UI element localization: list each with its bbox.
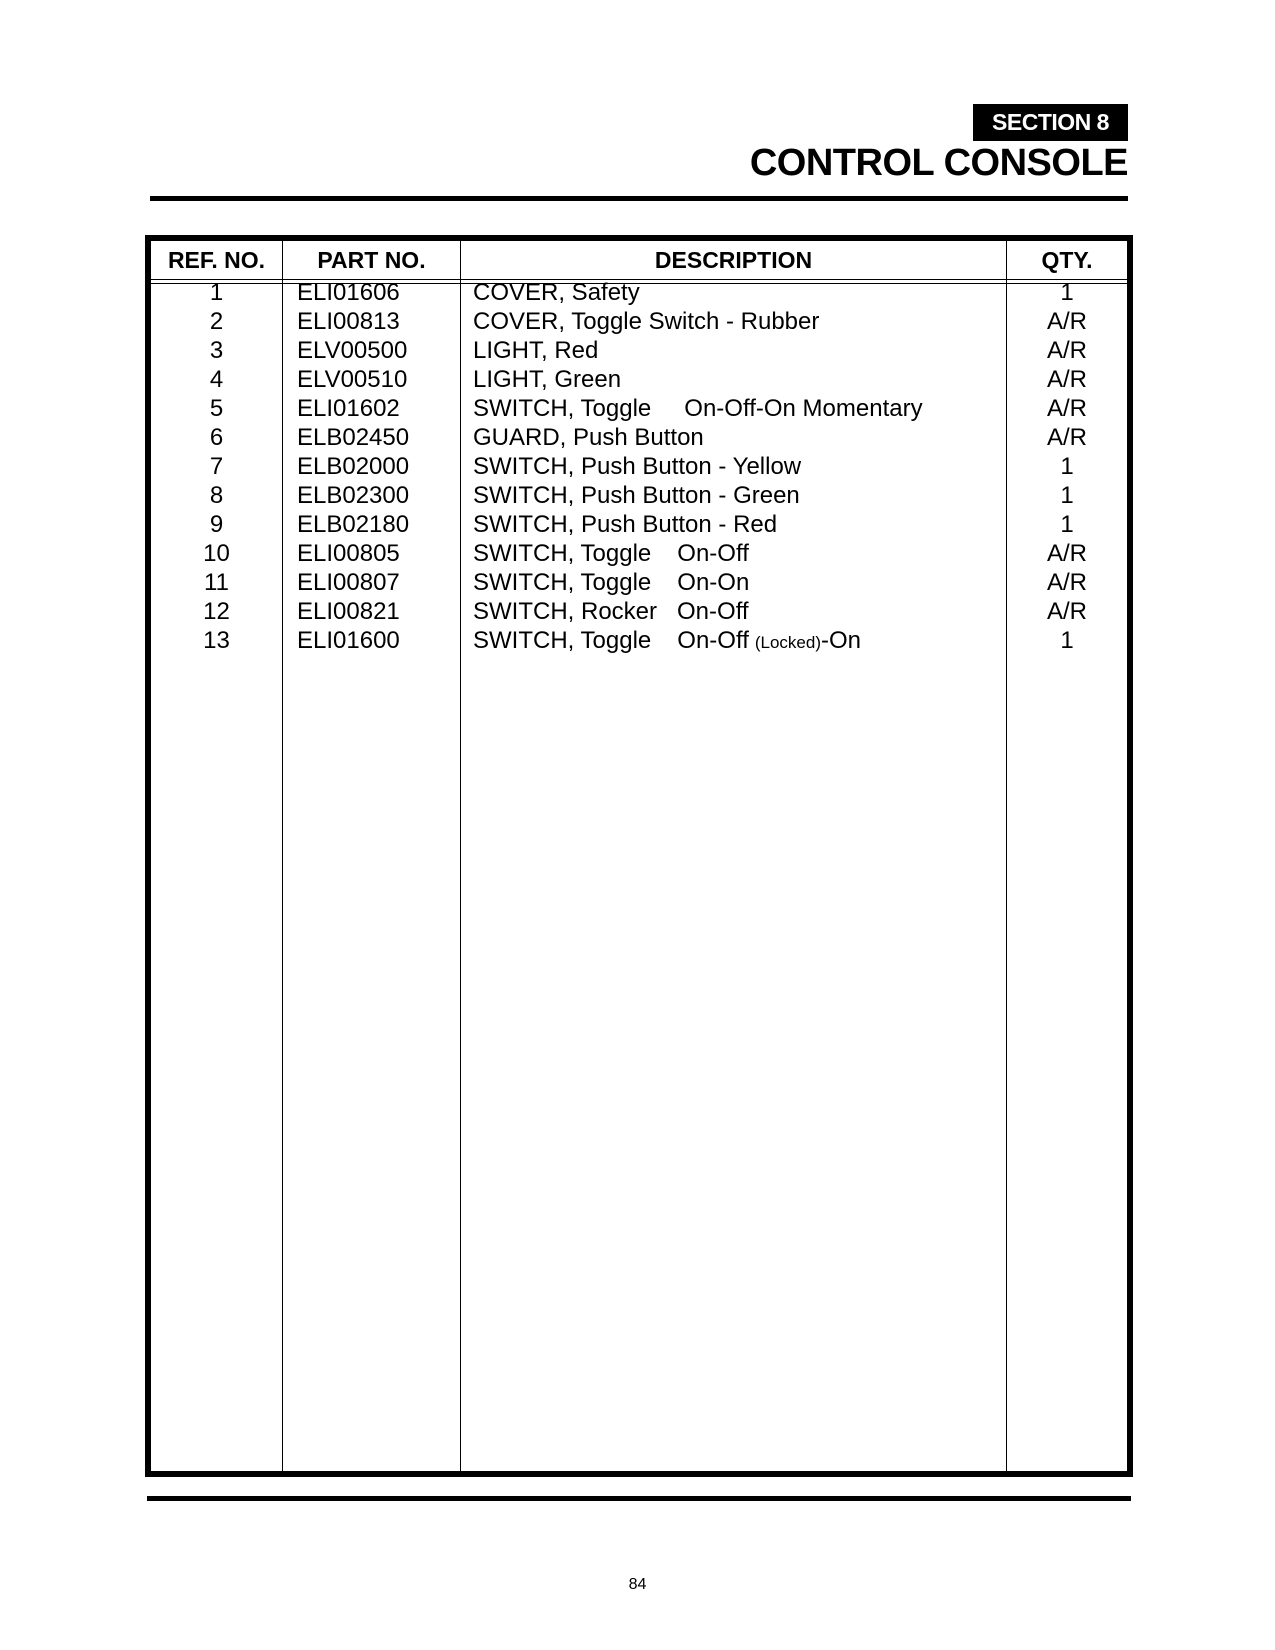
table-row bbox=[151, 626, 1127, 655]
table-row bbox=[151, 539, 1127, 568]
description-spec: On-Off bbox=[677, 598, 749, 625]
table-row bbox=[151, 597, 1127, 626]
qty-cell: A/R bbox=[1046, 598, 1087, 625]
qty-cell: 1 bbox=[1060, 482, 1074, 509]
description-cell bbox=[461, 626, 1006, 657]
part-no-cell: ELI00805 bbox=[297, 540, 400, 567]
description-cell bbox=[461, 394, 1006, 423]
description-text: SWITCH, Push Button - Red bbox=[473, 511, 778, 538]
ref-no-cell: 2 bbox=[209, 308, 224, 335]
ref-no-cell: 10 bbox=[203, 540, 230, 567]
description-text: SWITCH, Rocker bbox=[473, 598, 658, 625]
part-no-cell: ELB02180 bbox=[297, 511, 410, 538]
table-row bbox=[151, 278, 1127, 307]
table-body bbox=[151, 278, 1127, 655]
description-cell bbox=[461, 597, 1006, 626]
qty-cell: A/R bbox=[1046, 424, 1087, 451]
ref-no-cell: 11 bbox=[204, 569, 229, 596]
description-spec: On-Off-On Momentary bbox=[684, 395, 923, 422]
ref-no-cell: 5 bbox=[209, 395, 224, 422]
description-spec: On-Off bbox=[677, 627, 749, 654]
table-row bbox=[151, 568, 1127, 597]
description-text: GUARD, Push Button bbox=[473, 424, 704, 451]
part-no-cell: ELB02300 bbox=[297, 482, 410, 509]
ref-no-cell: 8 bbox=[209, 482, 224, 509]
page-title: CONTROL CONSOLE bbox=[749, 142, 1128, 184]
ref-no-cell: 3 bbox=[209, 337, 224, 364]
description-text: SWITCH, Toggle bbox=[473, 569, 652, 596]
part-no-cell: ELI00813 bbox=[297, 308, 400, 335]
ref-no-cell: 12 bbox=[203, 598, 230, 625]
description-cell bbox=[461, 568, 1006, 597]
qty-cell: A/R bbox=[1046, 540, 1087, 567]
qty-cell: A/R bbox=[1046, 569, 1087, 596]
header-ref-no: REF. NO. bbox=[167, 247, 266, 273]
description-cell bbox=[461, 365, 1006, 394]
table-row bbox=[151, 394, 1127, 423]
part-no-cell: ELI01600 bbox=[297, 627, 400, 654]
table-row bbox=[151, 336, 1127, 365]
part-no-cell: ELB02000 bbox=[297, 453, 410, 480]
ref-no-cell: 9 bbox=[209, 511, 224, 538]
bottom-rule bbox=[147, 1496, 1131, 1501]
description-text: LIGHT, Green bbox=[473, 366, 622, 393]
qty-cell: A/R bbox=[1046, 366, 1087, 393]
ref-no-cell: 4 bbox=[209, 366, 224, 393]
table-row bbox=[151, 365, 1127, 394]
page-number: 84 bbox=[628, 1576, 647, 1593]
part-no-cell: ELI01602 bbox=[297, 395, 400, 422]
header-qty: QTY. bbox=[1041, 247, 1093, 273]
ref-no-cell: 7 bbox=[209, 453, 224, 480]
description-cell bbox=[461, 539, 1006, 568]
description-text: SWITCH, Toggle bbox=[473, 540, 652, 567]
part-no-cell: ELI00821 bbox=[297, 598, 400, 625]
description-spec-note: (Locked) bbox=[754, 633, 821, 652]
description-text: SWITCH, Toggle bbox=[473, 627, 652, 654]
table-row bbox=[151, 481, 1127, 510]
qty-cell: A/R bbox=[1046, 308, 1087, 335]
description-cell bbox=[461, 510, 1006, 539]
description-cell bbox=[461, 336, 1006, 365]
description-spec: On-Off bbox=[677, 540, 749, 567]
ref-no-cell: 1 bbox=[209, 279, 224, 306]
description-spec: On-On bbox=[677, 569, 750, 596]
description-text: SWITCH, Push Button - Green bbox=[473, 482, 800, 509]
description-text: COVER, Toggle Switch - Rubber bbox=[473, 308, 820, 335]
description-cell bbox=[461, 423, 1006, 452]
qty-cell: 1 bbox=[1060, 279, 1074, 306]
qty-cell: 1 bbox=[1060, 627, 1074, 654]
description-text: LIGHT, Red bbox=[473, 337, 599, 364]
table-row bbox=[151, 423, 1127, 452]
qty-cell: 1 bbox=[1060, 511, 1074, 538]
part-no-cell: ELI01606 bbox=[297, 279, 400, 306]
part-no-cell: ELB02450 bbox=[297, 424, 410, 451]
header-description: DESCRIPTION bbox=[654, 247, 813, 273]
table-row bbox=[151, 452, 1127, 481]
description-text: SWITCH, Toggle bbox=[473, 395, 652, 422]
part-no-cell: ELV00500 bbox=[297, 337, 408, 364]
parts-table bbox=[145, 235, 1133, 1477]
section-badge: SECTION 8 bbox=[973, 104, 1128, 141]
description-cell bbox=[461, 481, 1006, 510]
description-cell bbox=[461, 452, 1006, 481]
qty-cell: A/R bbox=[1046, 337, 1087, 364]
description-cell bbox=[461, 307, 1006, 336]
header-part-no: PART NO. bbox=[317, 247, 426, 273]
ref-no-cell: 6 bbox=[209, 424, 224, 451]
qty-cell: 1 bbox=[1060, 453, 1074, 480]
part-no-cell: ELI00807 bbox=[297, 569, 400, 596]
description-cell bbox=[461, 278, 1006, 307]
description-spec-tail: -On bbox=[821, 627, 862, 654]
top-rule bbox=[150, 196, 1128, 201]
table-row bbox=[151, 307, 1127, 336]
table-header-row bbox=[151, 241, 1127, 279]
description-text: COVER, Safety bbox=[473, 279, 640, 306]
ref-no-cell: 13 bbox=[203, 627, 230, 654]
part-no-cell: ELV00510 bbox=[297, 366, 408, 393]
table-row bbox=[151, 510, 1127, 539]
qty-cell: A/R bbox=[1046, 395, 1087, 422]
description-text: SWITCH, Push Button - Yellow bbox=[473, 453, 802, 480]
